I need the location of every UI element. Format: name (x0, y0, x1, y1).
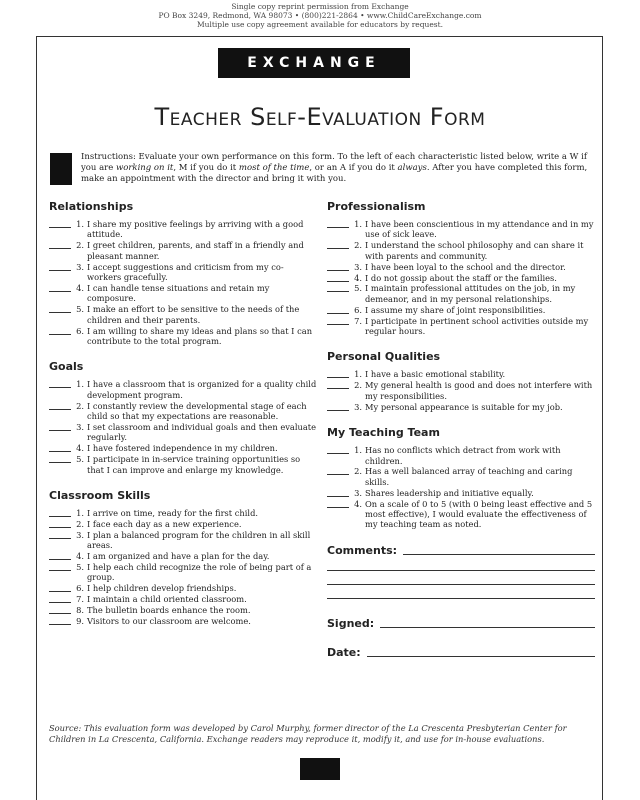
rating-blank[interactable] (49, 519, 71, 528)
section-title: Goals (49, 360, 84, 374)
item-text: I participate in pertinent school activities outside my regular hours. (365, 315, 589, 337)
rating-blank[interactable] (49, 562, 71, 571)
item-number: 7. (354, 315, 362, 326)
section-title: Professionalism (327, 200, 426, 213)
rating-blank[interactable] (327, 369, 349, 378)
section (327, 200, 595, 336)
item-number: 1. (76, 219, 84, 229)
item-list (49, 379, 317, 475)
evaluation-item (49, 616, 317, 626)
rating-blank[interactable] (327, 262, 349, 271)
item-number: 2. (76, 518, 84, 529)
evaluation-item (49, 304, 317, 325)
rating-blank[interactable] (327, 219, 349, 228)
evaluation-item (49, 562, 317, 583)
item-text: I have fostered independence in my children. (87, 443, 278, 454)
evaluation-item (327, 402, 595, 412)
right-column (327, 200, 595, 659)
item-text: I have been conscientious in my attendance and in my use of sick leave. (365, 219, 594, 240)
evaluation-item (327, 466, 595, 487)
comments-section (327, 544, 595, 599)
item-text: My general health is good and does not interfere with my responsibilities. (365, 380, 593, 401)
comments-line[interactable] (403, 544, 595, 555)
evaluation-item (327, 283, 595, 304)
comments-label: Comments: (327, 543, 398, 557)
item-list (49, 508, 317, 626)
evaluation-item (49, 379, 317, 400)
item-text: Has no conflicts which detract from work with children. (365, 445, 561, 466)
item-list (327, 219, 595, 336)
rating-blank[interactable] (49, 605, 71, 614)
rating-blank[interactable] (327, 466, 349, 475)
evaluation-item (49, 283, 317, 304)
evaluation-item (327, 445, 595, 466)
rating-blank[interactable] (49, 422, 71, 431)
signed-label: Signed: (327, 616, 375, 630)
section (327, 426, 595, 530)
instructions: Instructions: Evaluate your own performance on this form. To the left of each characteristic listed below, write a W if you are working on it, M if you do it most of the time, or an A if you do it always. After you have completed this form, make an appointment with the director and bring it with you. (81, 152, 588, 184)
item-number: 8. (76, 605, 84, 616)
evaluation-item (327, 262, 595, 272)
item-text: I have a basic emotional stability. (365, 369, 506, 380)
rating-blank[interactable] (49, 401, 71, 410)
evaluation-item (49, 605, 317, 615)
rating-blank[interactable] (49, 379, 71, 388)
item-number: 3. (354, 401, 362, 412)
rating-blank[interactable] (327, 273, 349, 282)
form-title: Teacher Self-Evaluation Form (154, 103, 486, 131)
item-list (327, 445, 595, 530)
item-number: 2. (76, 400, 84, 411)
item-list (327, 369, 595, 412)
item-number: 3. (76, 261, 84, 272)
section (49, 200, 317, 346)
section-title: Relationships (49, 200, 134, 213)
reprint-line-1: Single copy reprint permission from Exchange (231, 2, 409, 11)
reprint-line-2: PO Box 3249, Redmond, WA 98073 • (800)221-2864 • www.ChildCareExchange.com (158, 11, 482, 20)
evaluation-item (49, 240, 317, 261)
rating-blank[interactable] (49, 454, 71, 463)
item-number: 6. (354, 304, 362, 315)
item-text: I participate in in-service training opportunities so that I can improve and enlarge my knowledge. (87, 454, 301, 475)
rating-blank[interactable] (327, 316, 349, 325)
item-number: 1. (354, 369, 362, 380)
rating-blank[interactable] (49, 508, 71, 517)
item-text: I help each child recognize the role of being part of a group. (87, 562, 312, 583)
evaluation-item (327, 488, 595, 498)
evaluation-item (49, 326, 317, 347)
rating-blank[interactable] (49, 283, 71, 292)
item-text: I set classroom and individual goals and then evaluate regularly. (87, 422, 317, 443)
reprint-line-3: Multiple use copy agreement available for educators by request. (196, 20, 444, 29)
item-number: 4. (76, 443, 84, 454)
item-text: Shares leadership and initiative equally. (365, 487, 534, 498)
item-text: I make an effort to be sensitive to the needs of the children and their parents. (87, 304, 300, 325)
date-line[interactable] (367, 646, 595, 657)
item-number: 1. (76, 379, 84, 390)
evaluation-item (327, 499, 595, 530)
item-text: I arrive on time, ready for the first child. (87, 508, 259, 519)
comments-line[interactable] (327, 585, 595, 599)
item-text: The bulletin boards enhance the room. (87, 605, 251, 616)
item-number: 4. (354, 498, 362, 509)
item-number: 5. (354, 283, 362, 294)
item-number: 3. (76, 422, 84, 432)
evaluation-item (49, 519, 317, 529)
evaluation-item (327, 305, 595, 315)
rating-blank[interactable] (49, 530, 71, 539)
rating-blank[interactable] (49, 262, 71, 271)
evaluation-item (327, 380, 595, 401)
item-number: 4. (354, 272, 362, 283)
rating-blank[interactable] (327, 445, 349, 454)
rating-blank[interactable] (327, 499, 349, 508)
item-text: I share my positive feelings by arriving with a good attitude. (87, 219, 304, 240)
evaluation-item (49, 262, 317, 283)
item-text: I plan a balanced program for the children in all skill areas. (87, 529, 311, 551)
item-number: 1. (354, 219, 362, 229)
item-number: 9. (76, 616, 84, 627)
evaluation-item (49, 422, 317, 443)
item-text: I can handle tense situations and retain my composure. (87, 282, 270, 304)
evaluation-item (327, 316, 595, 337)
section-title: My Teaching Team (327, 426, 440, 440)
evaluation-item (49, 443, 317, 453)
item-text: I am organized and have a plan for the day. (87, 551, 270, 562)
rating-blank[interactable] (327, 402, 349, 411)
item-text: I accept suggestions and criticism from my co-workers gracefully. (87, 261, 284, 283)
item-number: 5. (76, 304, 84, 315)
evaluation-item (49, 530, 317, 551)
section (49, 489, 317, 626)
item-text: I have been loyal to the school and the director. (365, 261, 566, 272)
evaluation-item (49, 401, 317, 422)
item-text: I help children develop friendships. (87, 583, 237, 594)
rating-blank[interactable] (49, 583, 71, 592)
item-number: 6. (76, 583, 84, 594)
item-number: 7. (76, 594, 84, 605)
item-text: Has a well balanced array of teaching and caring skills. (365, 466, 573, 487)
evaluation-item (49, 583, 317, 593)
rating-blank[interactable] (327, 240, 349, 249)
item-text: I maintain professional attitudes on the job, in my demeanor, and in my personal relationships. (365, 283, 576, 304)
source-note: Source: This evaluation form was developed by Carol Murphy, former director of the La Crescenta Presbyterian Center for Children in La Crescenta, California. Exchange readers may reproduce it, modify it, and use for in-house evaluations. (49, 723, 567, 744)
rating-blank[interactable] (49, 240, 71, 249)
rating-blank[interactable] (327, 305, 349, 314)
item-text: I maintain a child oriented classroom. (87, 594, 247, 605)
rating-blank[interactable] (327, 283, 349, 292)
item-text: I assume my share of joint responsibilities. (365, 304, 546, 315)
item-number: 2. (354, 240, 362, 251)
date-label: Date: (327, 645, 361, 659)
item-list (49, 219, 317, 346)
item-text: I am willing to share my ideas and plans so that I can contribute to the total program. (87, 325, 313, 346)
item-number: 2. (354, 380, 362, 391)
evaluation-item (49, 508, 317, 518)
evaluation-item (327, 369, 595, 379)
item-text: I do not gossip about the staff or the families. (365, 272, 557, 283)
item-number: 5. (76, 562, 84, 573)
item-text: I have a classroom that is organized for a quality child development program. (87, 379, 317, 400)
instructions-marker (50, 153, 72, 185)
rating-blank[interactable] (327, 380, 349, 389)
section (327, 350, 595, 412)
signed-row (327, 617, 595, 630)
footer-tab (300, 758, 340, 780)
item-number: 4. (76, 551, 84, 562)
comments-line[interactable] (327, 557, 595, 571)
date-row (327, 646, 595, 659)
item-text: I understand the school philosophy and can share it with parents and community. (365, 240, 584, 261)
item-number: 2. (76, 240, 84, 251)
rating-blank[interactable] (49, 326, 71, 335)
item-number: 3. (354, 487, 362, 498)
item-number: 2. (354, 466, 362, 477)
item-number: 5. (76, 454, 84, 465)
item-text: On a scale of 0 to 5 (with 0 being least effective and 5 most effective), I would evaluate the effectiveness of my teaching team as noted. (365, 498, 593, 530)
rating-blank[interactable] (49, 616, 71, 625)
evaluation-item (49, 594, 317, 604)
comments-line[interactable] (327, 571, 595, 585)
signature-line[interactable] (380, 617, 595, 628)
rating-blank[interactable] (49, 304, 71, 313)
item-text: I face each day as a new experience. (87, 518, 242, 529)
rating-blank[interactable] (49, 443, 71, 452)
item-number: 3. (354, 261, 362, 272)
rating-blank[interactable] (49, 551, 71, 560)
item-number: 3. (76, 529, 84, 540)
item-text: Visitors to our classroom are welcome. (87, 616, 251, 627)
evaluation-item (49, 454, 317, 475)
rating-blank[interactable] (327, 488, 349, 497)
evaluation-item (49, 551, 317, 561)
evaluation-item (49, 219, 317, 240)
item-text: My personal appearance is suitable for my job. (365, 401, 563, 412)
item-number: 4. (76, 282, 84, 293)
evaluation-item (327, 219, 595, 240)
item-number: 6. (76, 325, 84, 336)
rating-blank[interactable] (49, 219, 71, 228)
evaluation-item (327, 273, 595, 283)
section-title: Personal Qualities (327, 350, 441, 364)
rating-blank[interactable] (49, 594, 71, 603)
section (49, 360, 317, 475)
evaluation-item (327, 240, 595, 261)
item-text: I constantly review the developmental stage of each child so that my expectations are reasonable. (87, 400, 307, 422)
reprint-notice (0, 2, 640, 29)
left-column (49, 200, 317, 641)
item-number: 1. (354, 445, 362, 456)
exchange-logo: EXCHANGE (218, 48, 410, 78)
section-title: Classroom Skills (49, 489, 151, 503)
item-number: 1. (76, 508, 84, 519)
item-text: I greet children, parents, and staff in a friendly and pleasant manner. (87, 240, 304, 261)
